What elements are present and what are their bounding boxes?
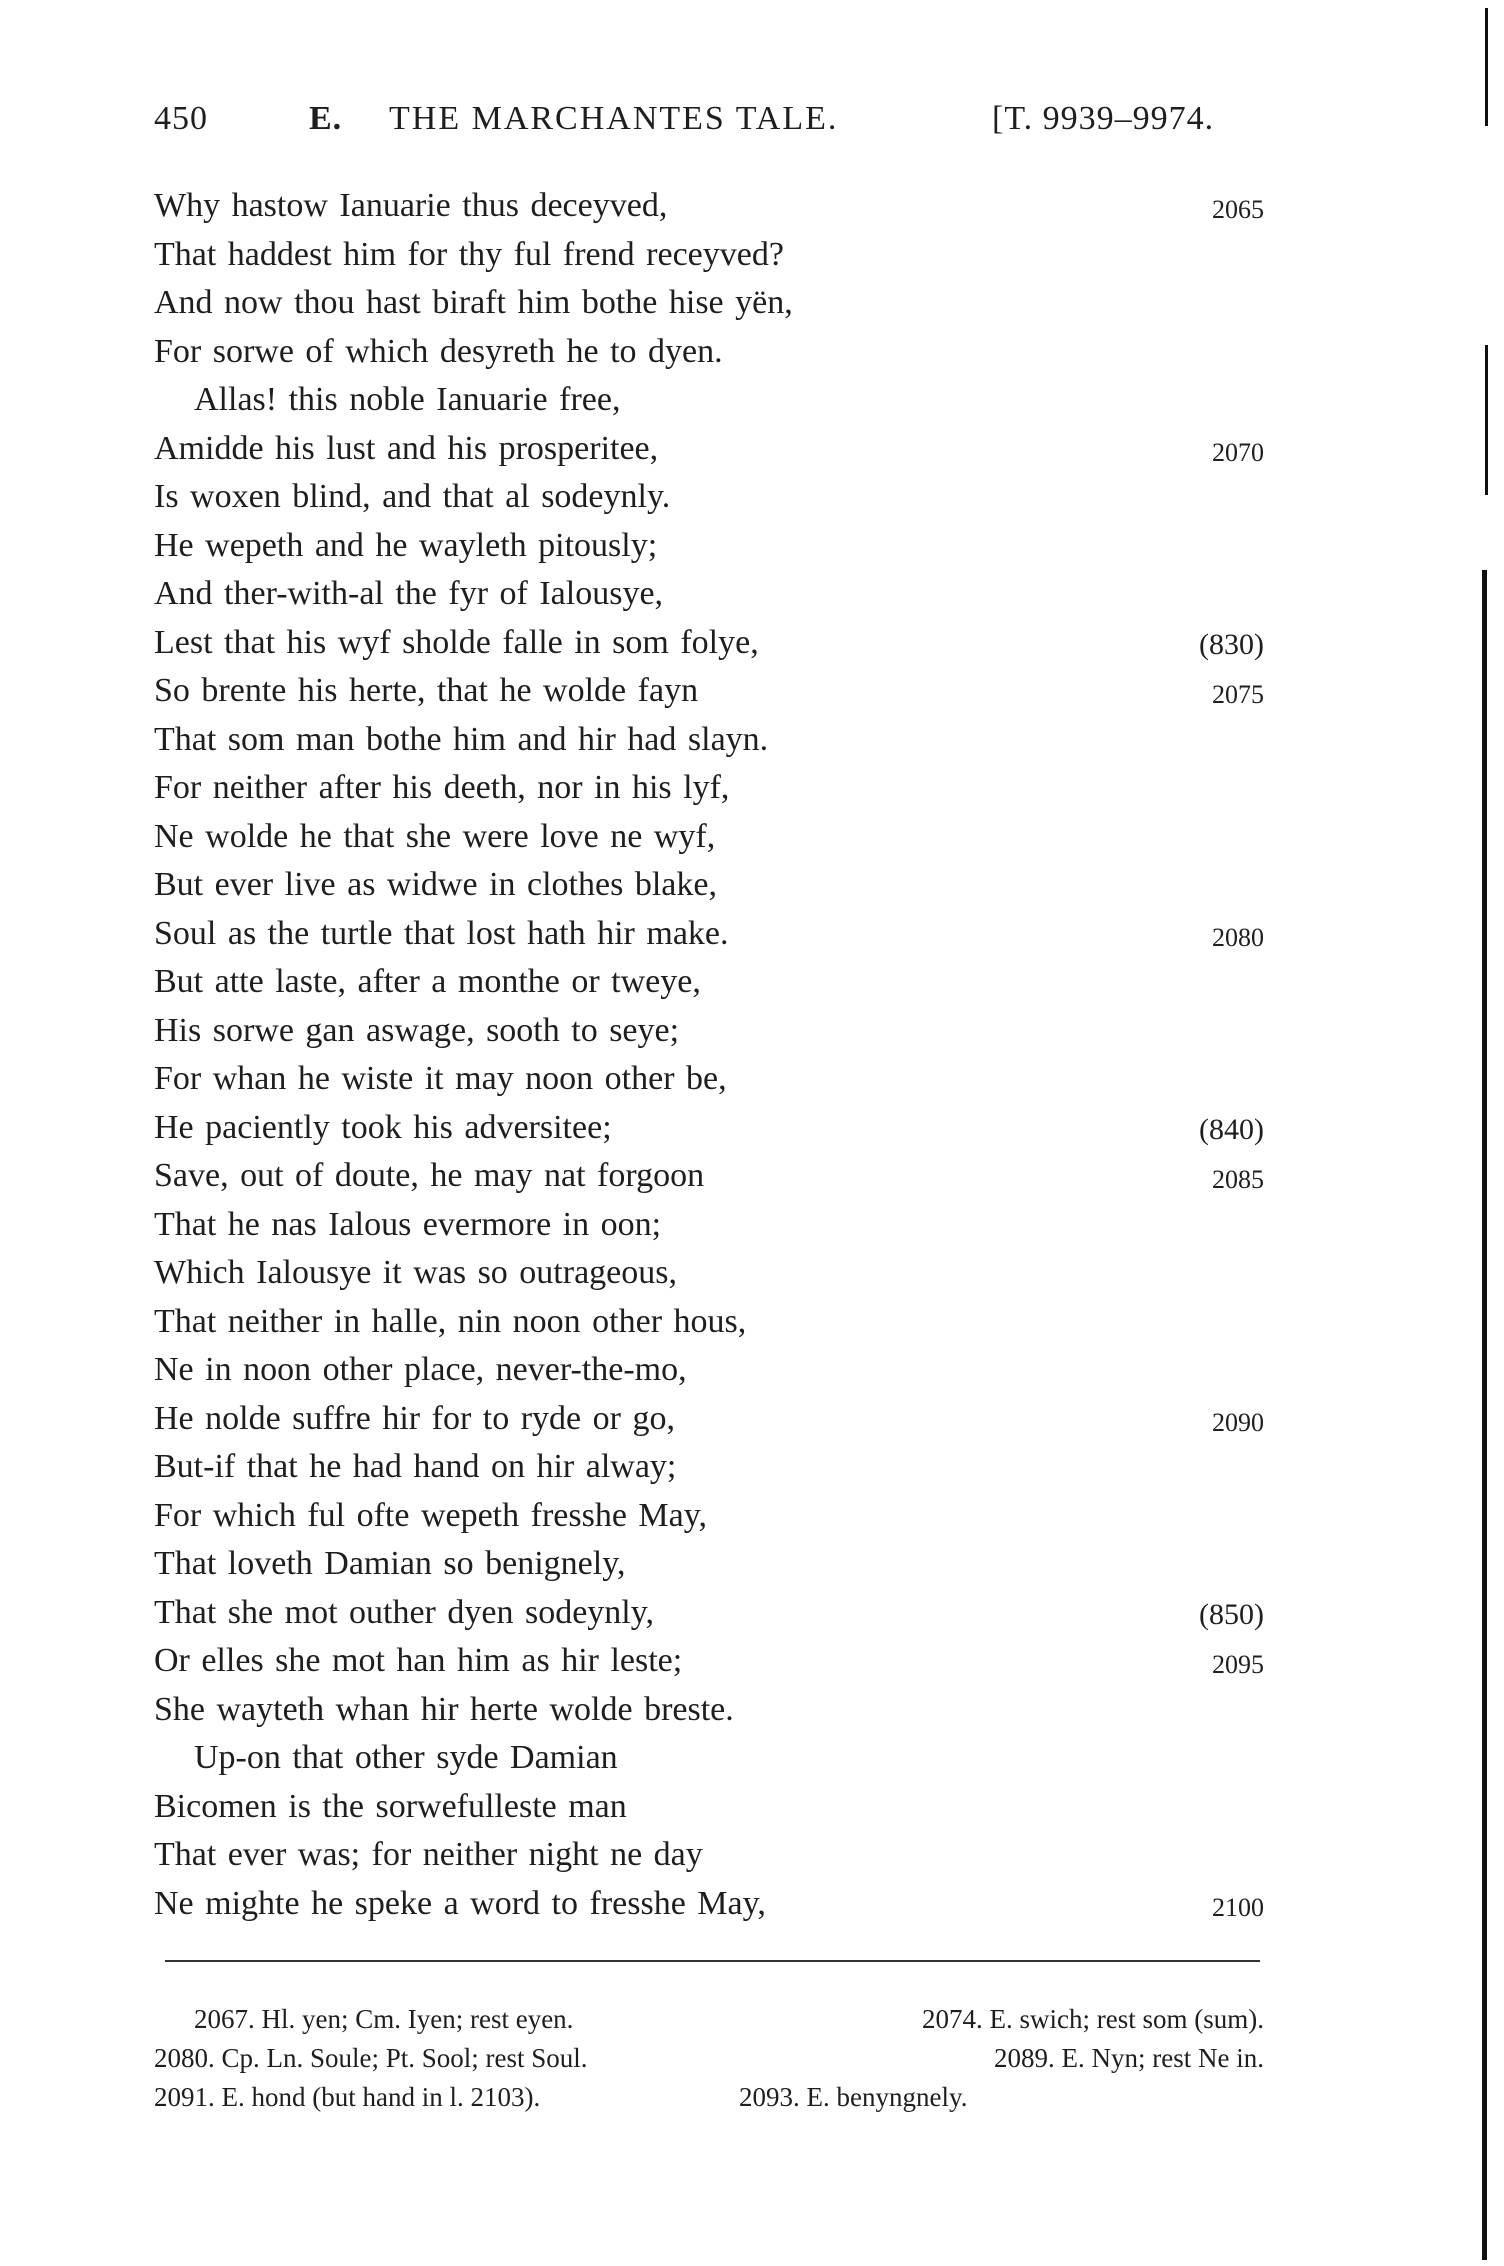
verse-text: Ne in noon other place, never-the-mo, bbox=[154, 1351, 687, 1388]
footnote-row bbox=[154, 2039, 1264, 2078]
footnote: 2074. E. swich; rest som (sum). bbox=[922, 2004, 1264, 2034]
footnote: 2091. E. hond (but hand in l. 2103). bbox=[154, 2082, 541, 2112]
verse-text: And ther-with-al the fyr of Ialousye, bbox=[154, 575, 664, 612]
verse-line bbox=[154, 1686, 1264, 1735]
footnote-row bbox=[154, 2078, 1264, 2117]
verse-line bbox=[154, 570, 1264, 619]
verse-line bbox=[154, 1492, 1264, 1541]
verse-text: For sorwe of which desyreth he to dyen. bbox=[154, 332, 723, 370]
verse-text: Save, out of doute, he may nat forgoon bbox=[154, 1157, 705, 1194]
verse-text: He paciently took his adversitee; bbox=[154, 1108, 612, 1146]
line-number: 2075 bbox=[1212, 680, 1264, 709]
verse-line bbox=[154, 1152, 1264, 1201]
verse-line bbox=[154, 473, 1264, 522]
verse-line bbox=[154, 813, 1264, 862]
verse-line bbox=[154, 1298, 1264, 1347]
verse-text: Up-on that other syde Damian bbox=[194, 1739, 618, 1776]
verse-line bbox=[154, 1055, 1264, 1104]
verse-text: So brente his herte, that he wolde fayn bbox=[154, 672, 699, 709]
verse-line bbox=[154, 764, 1264, 813]
verse-text: Allas! this noble Ianuarie free, bbox=[194, 381, 621, 418]
verse-line bbox=[154, 1346, 1264, 1395]
verse-line bbox=[154, 861, 1264, 910]
verse-line bbox=[154, 958, 1264, 1007]
verse-line bbox=[154, 376, 1264, 425]
verse-line bbox=[154, 1443, 1264, 1492]
verse-line bbox=[154, 1783, 1264, 1832]
verse-line bbox=[154, 1880, 1264, 1929]
verse-line bbox=[154, 1104, 1264, 1153]
verse-line bbox=[154, 619, 1264, 668]
verse-text: That she mot outher dyen sodeynly, bbox=[154, 1593, 655, 1631]
verse-text: He nolde suffre hir for to ryde or go, bbox=[154, 1399, 675, 1437]
section-letter: E. bbox=[309, 100, 343, 137]
verse-text: Amidde his lust and his prosperitee, bbox=[154, 429, 659, 467]
verse-line bbox=[154, 716, 1264, 765]
line-number: 2095 bbox=[1212, 1650, 1264, 1679]
verse-text: Lest that his wyf sholde falle in som folye, bbox=[154, 623, 759, 661]
verse-text: That neither in halle, nin noon other hous, bbox=[154, 1302, 747, 1340]
verse-text: And now thou hast biraft him bothe hise yën, bbox=[154, 284, 793, 321]
line-number: 2100 bbox=[1212, 1892, 1264, 1922]
line-number: 2090 bbox=[1212, 1407, 1264, 1437]
verse-line bbox=[154, 425, 1264, 474]
verse-line bbox=[154, 1395, 1264, 1444]
verse-text: That he nas Ialous evermore in oon; bbox=[154, 1205, 662, 1243]
verse-text: But-if that he had hand on hir alway; bbox=[154, 1448, 677, 1485]
verse-text: Which Ialousye it was so outrageous, bbox=[154, 1254, 677, 1291]
scan-edge-line bbox=[1485, 345, 1488, 495]
running-header bbox=[154, 100, 1264, 150]
verse-text: She wayteth whan hir herte wolde breste. bbox=[154, 1690, 734, 1728]
footnote: 2093. E. benyngnely. bbox=[739, 2082, 968, 2112]
line-number: 2085 bbox=[1212, 1165, 1264, 1194]
verse-text: But atte laste, after a monthe or tweye, bbox=[154, 963, 701, 1000]
verse-text: That haddest him for thy ful frend receyved? bbox=[154, 235, 784, 273]
verse-text: That som man bothe him and hir had slayn. bbox=[154, 720, 769, 758]
verse-text: Is woxen blind, and that al sodeynly. bbox=[154, 478, 671, 515]
verse-line bbox=[154, 1831, 1264, 1880]
verse-text: Bicomen is the sorwefulleste man bbox=[154, 1787, 627, 1825]
verse-text: For which ful ofte wepeth fresshe May, bbox=[154, 1496, 708, 1534]
page-number: 450 bbox=[154, 100, 208, 137]
footnote: 2067. Hl. yen; Cm. Iyen; rest eyen. bbox=[194, 2004, 574, 2034]
verse-line bbox=[154, 667, 1264, 716]
verse-line bbox=[154, 522, 1264, 571]
verse-line bbox=[154, 1249, 1264, 1298]
verse-text: Or elles she mot han him as hir leste; bbox=[154, 1642, 683, 1679]
scan-edge-line bbox=[1482, 570, 1487, 2260]
verse-text: Ne wolde he that she were love ne wyf, bbox=[154, 817, 716, 855]
verse-line bbox=[154, 182, 1264, 231]
verse-text: That ever was; for neither night ne day bbox=[154, 1836, 703, 1873]
verse-line bbox=[154, 231, 1264, 280]
line-number: 2080 bbox=[1212, 922, 1264, 952]
verse-line bbox=[154, 1540, 1264, 1589]
verse-line bbox=[154, 279, 1264, 328]
footnote: 2089. E. Nyn; rest Ne in. bbox=[994, 2043, 1264, 2073]
verse-line bbox=[154, 328, 1264, 377]
footnote-divider bbox=[165, 1960, 1260, 1962]
verse-text: That loveth Damian so benignely, bbox=[154, 1545, 626, 1582]
verse-text: He wepeth and he wayleth pitously; bbox=[154, 526, 658, 564]
line-number: 2070 bbox=[1212, 437, 1264, 467]
line-number: (850) bbox=[1199, 1597, 1264, 1631]
verse-line bbox=[154, 1734, 1264, 1783]
line-number: (840) bbox=[1199, 1112, 1264, 1146]
verse-text: But ever live as widwe in clothes blake, bbox=[154, 866, 717, 903]
line-number: 2065 bbox=[1212, 195, 1264, 224]
verse-block bbox=[154, 182, 1264, 1928]
verse-text: For neither after his deeth, nor in his lyf, bbox=[154, 769, 730, 806]
verse-text: His sorwe gan aswage, sooth to seye; bbox=[154, 1011, 680, 1049]
footnote-row bbox=[154, 2000, 1264, 2039]
verse-text: Why hastow Ianuarie thus deceyved, bbox=[154, 187, 668, 224]
verse-line bbox=[154, 1589, 1264, 1638]
scan-edge-line bbox=[1485, 8, 1488, 126]
footnotes bbox=[154, 2000, 1264, 2117]
verse-text: Soul as the turtle that lost hath hir make. bbox=[154, 914, 729, 952]
page-title: THE MARCHANTES TALE. bbox=[389, 100, 839, 137]
verse-line bbox=[154, 1637, 1264, 1686]
verse-line bbox=[154, 1201, 1264, 1250]
verse-text: Ne mighte he speke a word to fresshe May, bbox=[154, 1884, 766, 1922]
verse-text: For whan he wiste it may noon other be, bbox=[154, 1060, 727, 1097]
footnote: 2080. Cp. Ln. Soule; Pt. Sool; rest Soul. bbox=[154, 2043, 588, 2073]
verse-line bbox=[154, 910, 1264, 959]
verse-line bbox=[154, 1007, 1264, 1056]
line-number: (830) bbox=[1199, 627, 1264, 661]
line-range: [T. 9939–9974. bbox=[992, 100, 1215, 137]
